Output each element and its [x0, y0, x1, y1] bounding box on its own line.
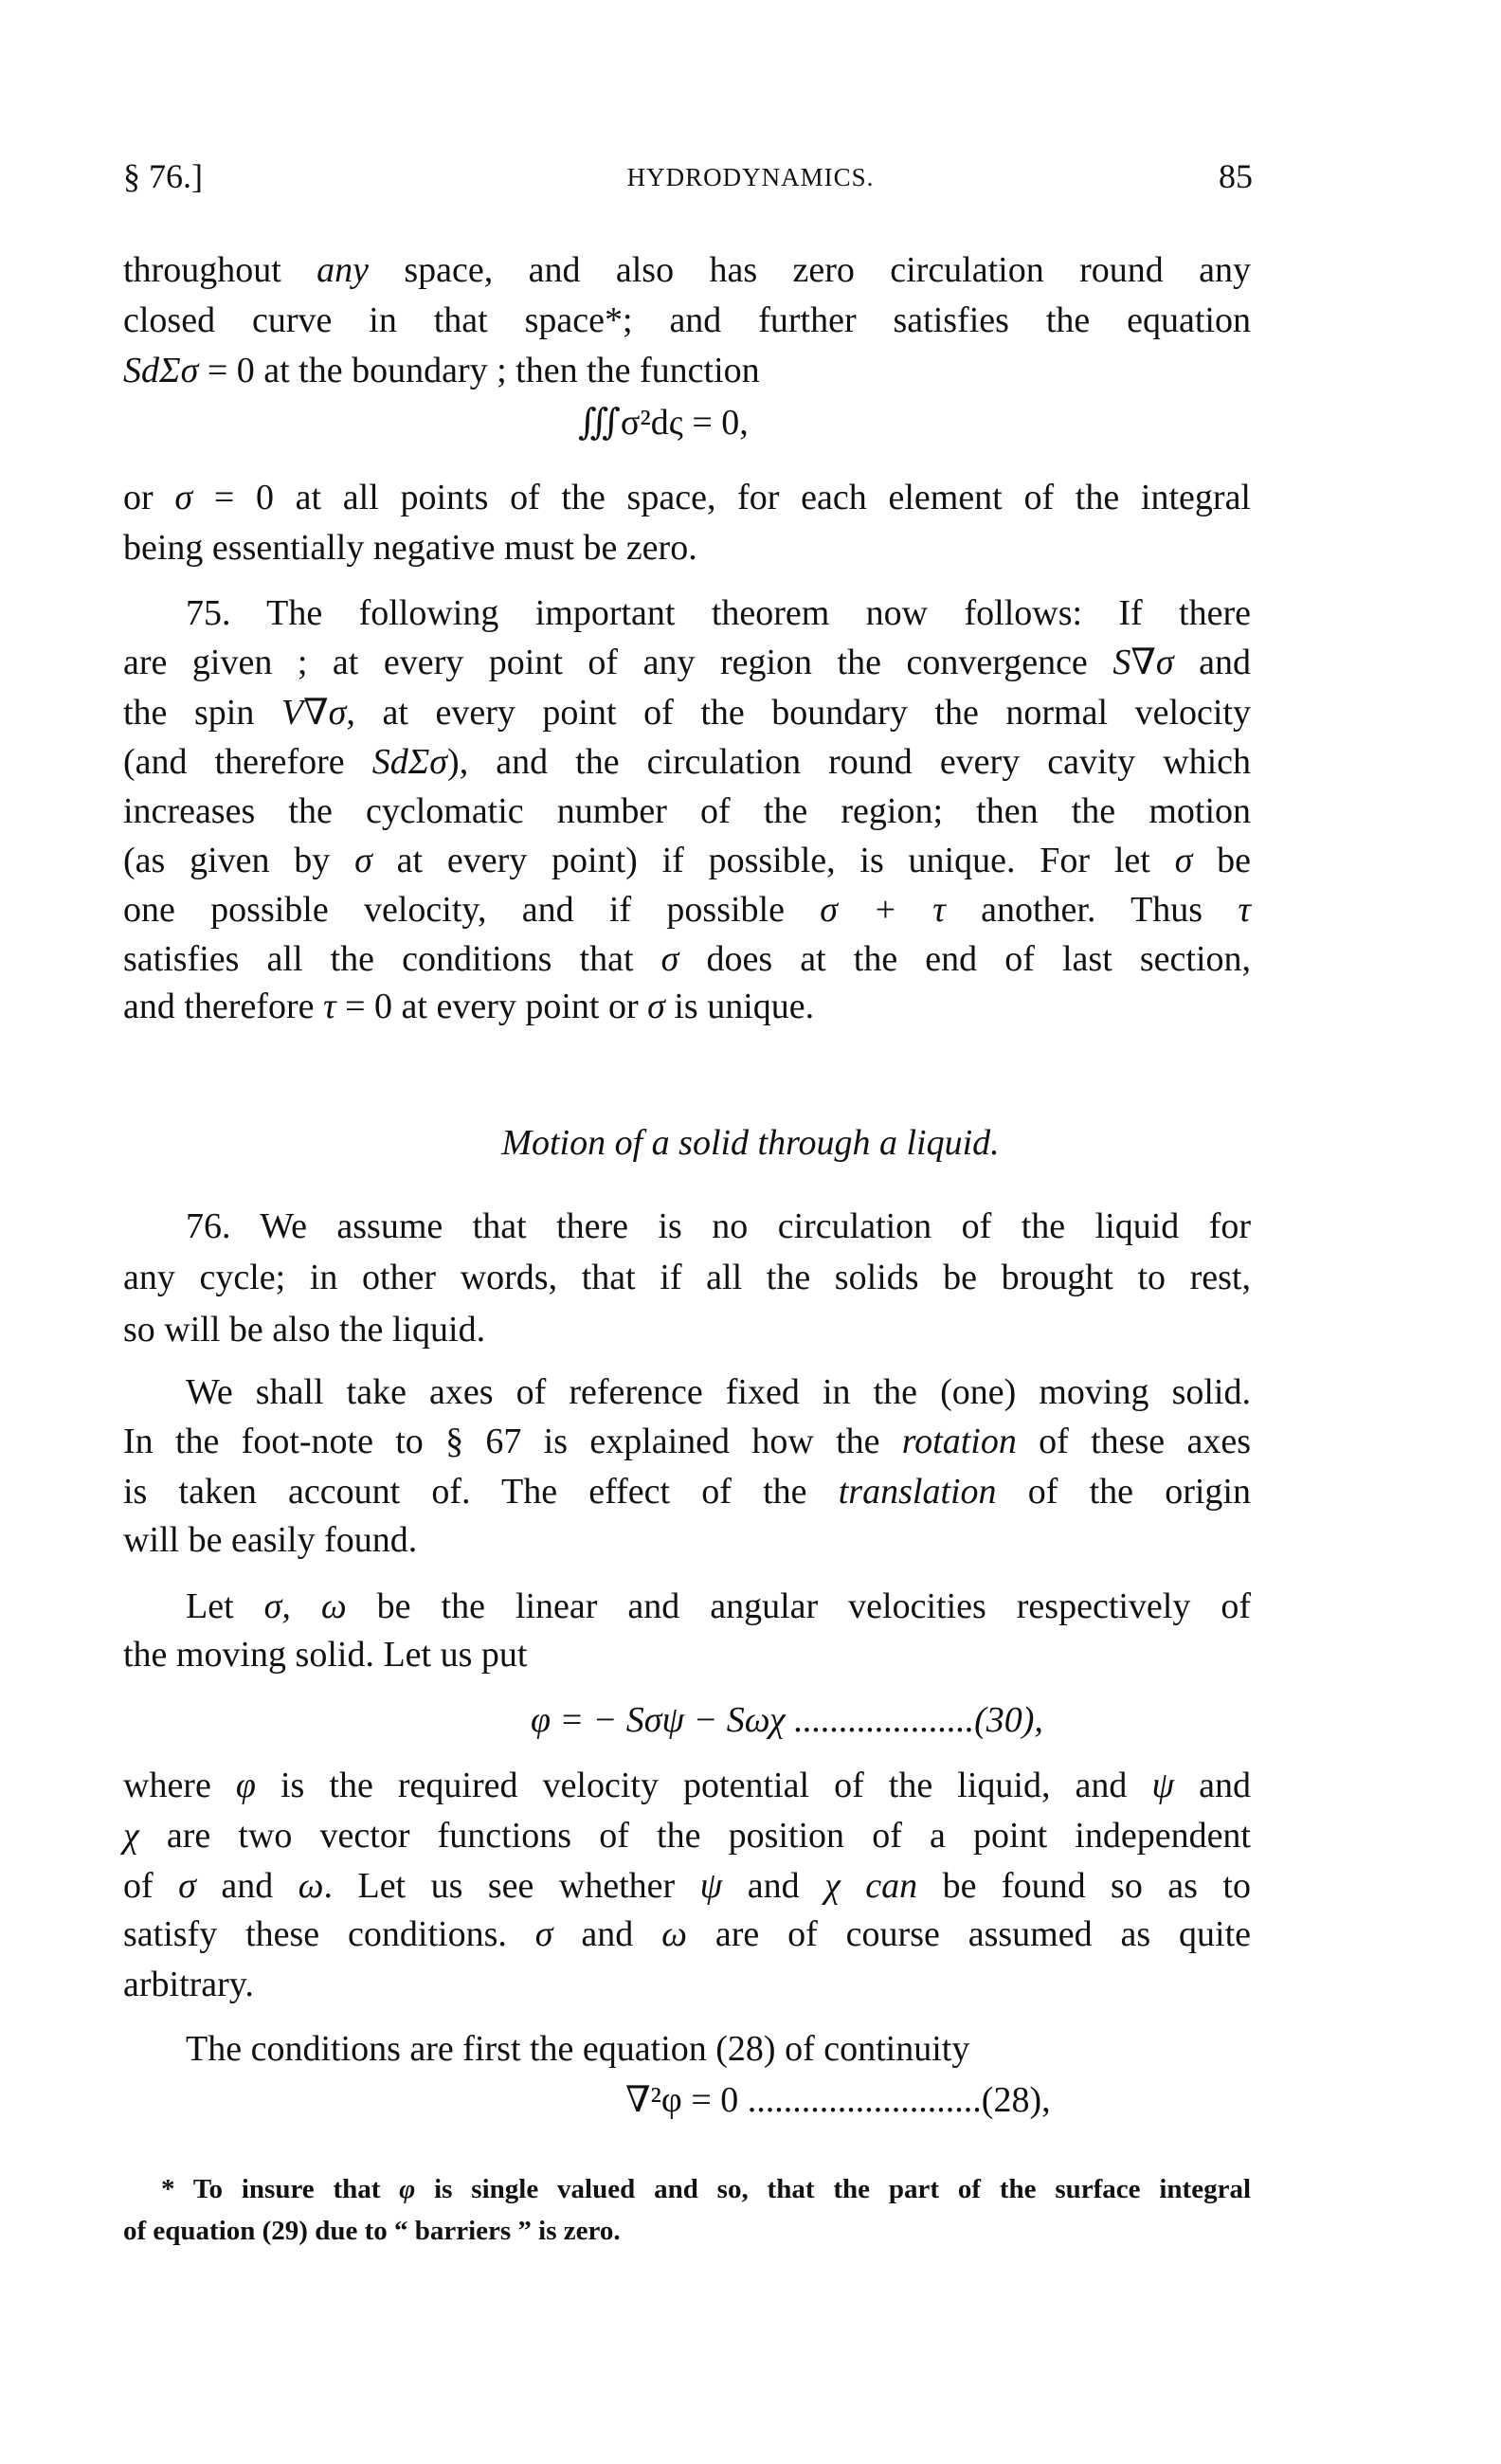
- text-run: = 0 at the boundary ; then the function: [198, 351, 760, 390]
- text-line: [123, 1913, 1251, 1955]
- text-run: 76. We assume that there is no circulation of the liquid for: [186, 1206, 1251, 1246]
- text-run: and: [1174, 1766, 1251, 1805]
- math-symbol: τ: [323, 987, 336, 1026]
- text-line: [123, 1471, 1251, 1513]
- text-run: at every point) if possible, is unique. For let: [371, 841, 1175, 880]
- math-symbol: V∇σ: [280, 693, 347, 733]
- math-symbol: any: [316, 250, 370, 290]
- text-line: [186, 1371, 1251, 1413]
- text-run: The conditions are first the equation (28) of continuity: [186, 2029, 970, 2069]
- text-run: In the foot-note to § 67 is explained how the: [123, 1422, 902, 1461]
- text-line: [123, 477, 1251, 518]
- text-run: where: [123, 1766, 236, 1805]
- text-line: [123, 790, 1251, 832]
- text-run: is unique.: [664, 987, 815, 1026]
- text-run: is single valued and so, that the part of the surface integral: [415, 2174, 1252, 2204]
- text-run: any cycle; in other words, that if all the solids be brought to rest,: [123, 1258, 1251, 1297]
- text-run: does at the end of last section,: [678, 939, 1252, 979]
- text-line: [123, 1865, 1251, 1907]
- text-run: will be easily found.: [123, 1520, 418, 1560]
- math-symbol: σ: [354, 841, 372, 880]
- text-run: or: [123, 478, 175, 517]
- section-heading: Motion of a solid through a liquid.: [501, 1123, 1000, 1163]
- text-run: = 0 at all points of the space, for each element of the integral: [192, 478, 1251, 517]
- math-symbol: φ: [235, 1766, 256, 1805]
- text-run: space, and also has zero circulation round any: [369, 250, 1251, 290]
- text-line: [186, 2028, 1251, 2070]
- text-run: (as given by: [123, 841, 355, 880]
- math-symbol: σ: [1174, 841, 1193, 880]
- text-line: [123, 642, 1251, 683]
- text-run: We shall take axes of reference fixed in the (one) moving solid.: [186, 1372, 1251, 1412]
- text-line: [123, 1964, 1251, 2005]
- text-run: and: [722, 1866, 825, 1906]
- text-line: [123, 1519, 1251, 1561]
- math-symbol: σ, ω: [263, 1586, 347, 1626]
- text-run: * To insure that: [161, 2174, 400, 2204]
- text-run: = 0 at every point or: [335, 987, 648, 1026]
- section-marker: § 76.]: [123, 157, 203, 195]
- text-line: [123, 249, 1251, 291]
- text-run: ), and the circulation round every cavity which: [447, 742, 1251, 782]
- text-line: [123, 1309, 1251, 1350]
- math-symbol: SdΣσ: [123, 351, 199, 390]
- text-run: and: [195, 1866, 298, 1906]
- math-symbol: σ: [660, 939, 679, 979]
- text-run: are given ; at every point of any region the convergence: [123, 643, 1113, 682]
- text-run: be the linear and angular velocities respectively of: [346, 1586, 1251, 1626]
- text-run: . Let us see whether: [323, 1866, 700, 1906]
- text-line: [186, 1205, 1251, 1247]
- text-line: [123, 889, 1251, 931]
- text-run: are two vector functions of the position of a point independent: [138, 1816, 1251, 1856]
- text-run: Let: [186, 1586, 264, 1626]
- equation-30: φ = − Sσψ − Sωχ ....................(30),: [531, 1700, 1043, 1740]
- text-run: of equation (29) due to “ barriers ” is zero.: [123, 2216, 621, 2246]
- equation-integral: ∭σ²dς = 0,: [578, 403, 749, 443]
- text-run: one possible velocity, and if possible: [123, 890, 821, 930]
- text-run: be found so as to: [917, 1866, 1251, 1906]
- text-line: [123, 840, 1251, 881]
- math-symbol: χ: [123, 1816, 139, 1856]
- text-run: of the origin: [996, 1472, 1251, 1512]
- text-line: [161, 2174, 1251, 2205]
- text-line: [123, 741, 1251, 783]
- math-symbol: translation: [838, 1472, 997, 1512]
- text-run: and: [552, 1914, 662, 1954]
- text-run: of these axes: [1016, 1422, 1251, 1461]
- text-run: increases the cyclomatic number of the region; then the motion: [123, 791, 1251, 831]
- page-number: 85: [1219, 157, 1253, 195]
- text-line: [123, 986, 1251, 1027]
- text-line: [123, 692, 1251, 734]
- equation-28: ∇²φ = 0 ..........................(28),: [625, 2080, 1051, 2120]
- math-symbol: ω: [661, 1914, 687, 1954]
- text-run: , at every point of the boundary the normal velocity: [346, 693, 1251, 733]
- text-run: and: [1173, 643, 1251, 682]
- math-symbol: ψ: [1151, 1766, 1175, 1805]
- text-run: satisfies all the conditions that: [123, 939, 661, 979]
- math-symbol: σ: [174, 478, 193, 517]
- text-run: of: [123, 1866, 179, 1906]
- text-line: [123, 350, 1251, 391]
- running-title: HYDRODYNAMICS.: [626, 163, 875, 191]
- math-symbol: τ: [1238, 890, 1251, 930]
- text-line: [186, 592, 1251, 634]
- text-run: being essentially negative must be zero.: [123, 528, 697, 568]
- text-run: is taken account of. The effect of the: [123, 1472, 839, 1512]
- math-symbol: σ + τ: [820, 890, 946, 930]
- text-run: (and therefore: [123, 742, 372, 782]
- text-run: is the required velocity potential of the liquid, and: [255, 1766, 1152, 1805]
- text-run: arbitrary.: [123, 1965, 254, 2004]
- math-symbol: φ: [399, 2174, 416, 2204]
- text-run: are of course assumed as quite: [687, 1914, 1252, 1954]
- text-line: [123, 1634, 1251, 1676]
- text-run: closed curve in that space*; and further satisfies the equation: [123, 300, 1251, 340]
- text-run: be: [1192, 841, 1251, 880]
- math-symbol: χ can: [824, 1866, 918, 1906]
- math-symbol: S∇σ: [1112, 643, 1174, 682]
- math-symbol: ψ: [699, 1866, 723, 1906]
- text-line: [186, 1585, 1251, 1627]
- text-line: [123, 527, 1251, 569]
- text-line: [123, 1257, 1251, 1298]
- text-line: [123, 299, 1251, 341]
- text-run: and therefore: [123, 987, 323, 1026]
- math-symbol: SdΣσ: [371, 742, 448, 782]
- text-run: throughout: [123, 250, 317, 290]
- text-run: the spin: [123, 693, 281, 733]
- text-run: another. Thus: [945, 890, 1239, 930]
- text-run: the moving solid. Let us put: [123, 1635, 528, 1675]
- text-line: [123, 938, 1251, 980]
- text-line: [123, 1765, 1251, 1806]
- text-line: [123, 1421, 1251, 1462]
- text-run: 75. The following important theorem now follows: If there: [186, 593, 1251, 633]
- math-symbol: ω: [298, 1866, 324, 1906]
- math-symbol: σ: [647, 987, 665, 1026]
- text-line: [123, 1815, 1251, 1857]
- text-line: [123, 2216, 1251, 2247]
- math-symbol: rotation: [901, 1422, 1017, 1461]
- text-run: satisfy these conditions.: [123, 1914, 535, 1954]
- math-symbol: σ: [534, 1914, 553, 1954]
- text-run: so will be also the liquid.: [123, 1310, 486, 1350]
- math-symbol: σ: [178, 1866, 196, 1906]
